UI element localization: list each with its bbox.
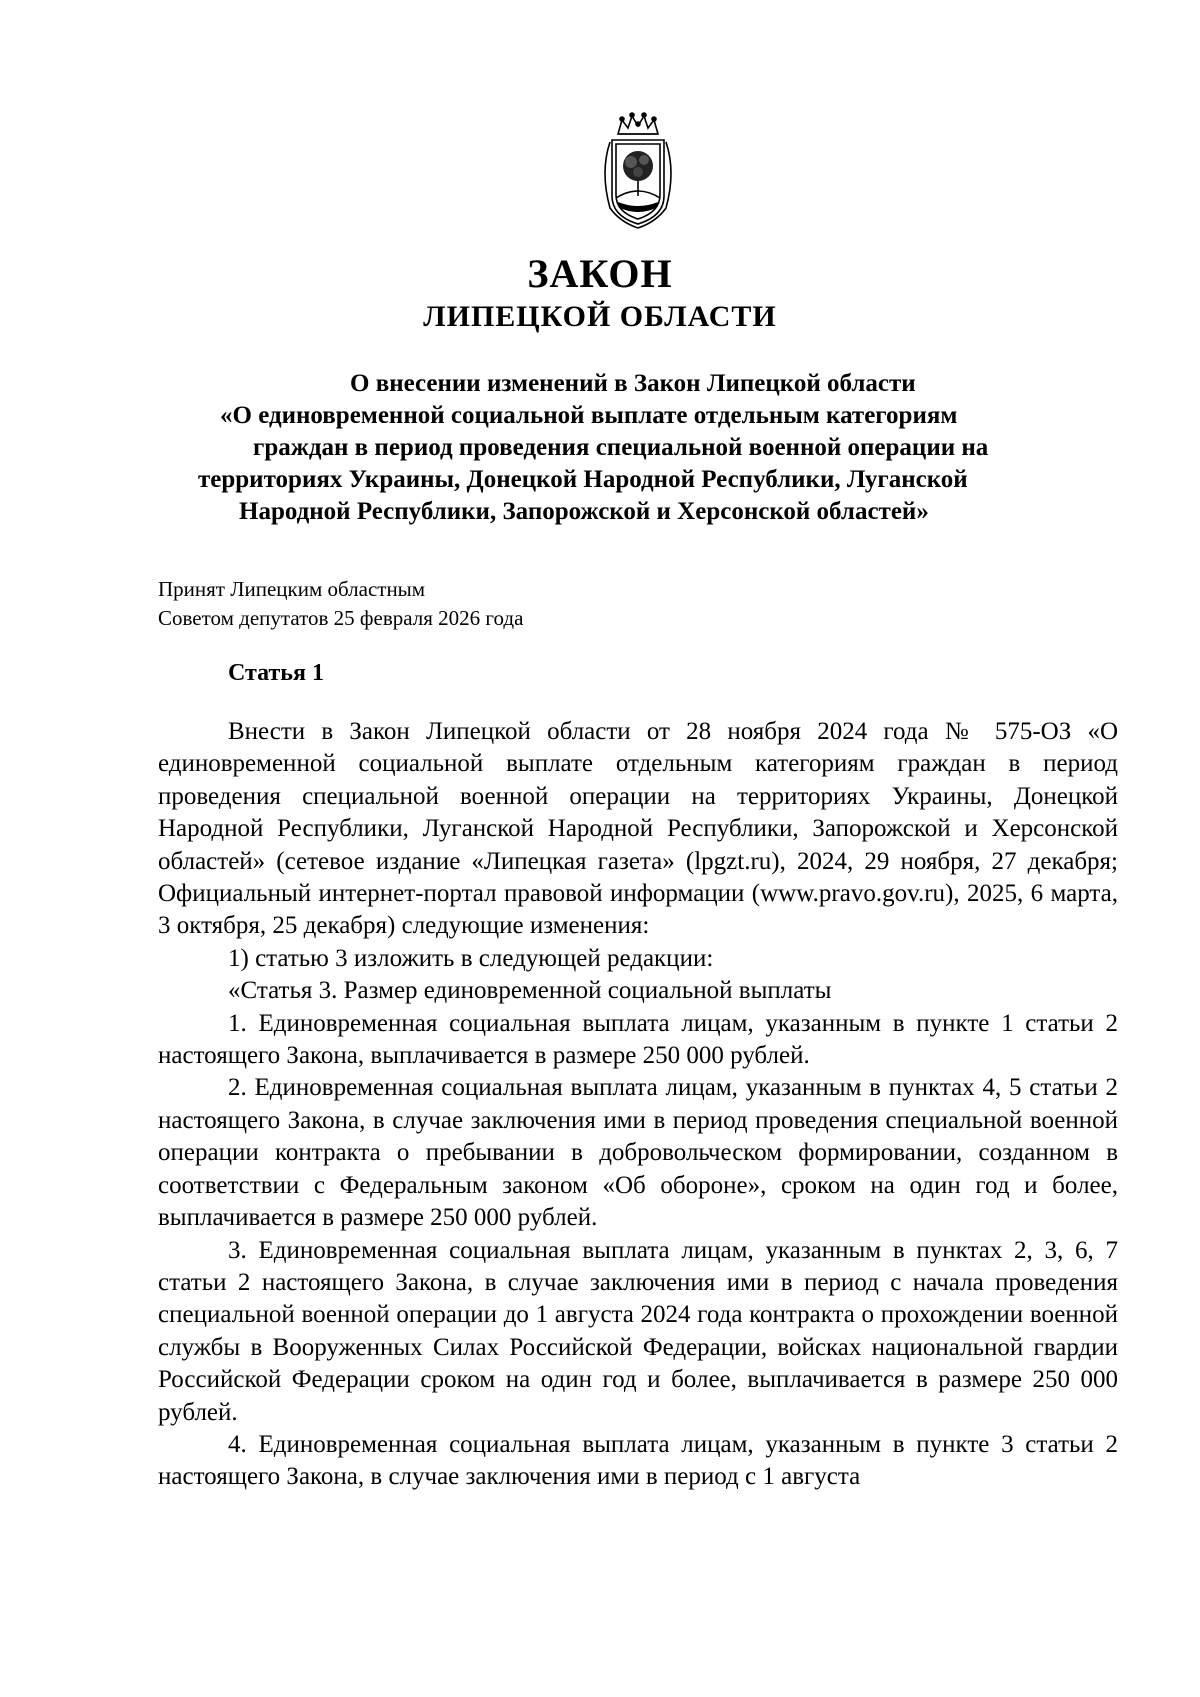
law-subtitle [150,368,1120,528]
paragraph: 1. Единовременная социальная выплата лицам, указанным в пункте 1 статьи 2 настоящего Закона, выплачивается в размере 250 000 рублей. [158,1009,1118,1070]
paragraph: 3. Единовременная социальная выплата лицам, указанным в пунктах 2, 3, 6, 7 статьи 2 настоящего Закона, в случае заключения ими в период с начала проведения специальной военной операции до 1 августа 2024 года контракта о прохождении военной службы в Вооруженных Силах Российской Федерации, войсках национальной гвардии Российской Федерации сроком на один год и более, выплачивается в размере 250 000 рублей. [158,1236,1118,1426]
region-name: ЛИПЕЦКОЙ ОБЛАСТИ [423,300,777,333]
subtitle-line: О внесении изменений в Закон Липецкой области [350,370,916,397]
article-body [158,716,1118,1494]
adoption-note [158,575,523,633]
paragraph: «Статья 3. Размер единовременной социальной выплаты [228,977,832,1005]
adoption-line: Советом депутатов 25 февраля 2026 года [158,606,524,630]
paragraph: 4. Единовременная социальная выплата лицам, указанным в пункте 3 статьи 2 настоящего Закона, в случае заключения ими в период с 1 августа [158,1430,1118,1491]
adoption-line: Принят Липецким областным [158,577,426,601]
article-heading: Статья 1 [228,660,324,686]
document-title: ЗАКОН [527,251,673,296]
subtitle-line: территориях Украины, Донецкой Народной Республики, Луганской [198,466,968,493]
subtitle-line: Народной Республики, Запорожской и Херсонской областей» [239,498,929,525]
paragraph: 1) статью 3 изложить в следующей редакции: [228,944,714,972]
paragraph: Внести в Закон Липецкой области от 28 ноября 2024 года № 575-ОЗ «О единовременной социальной выплате отдельным категориям граждан в период проведения специальной военной операции на территориях Украины, Донецкой Народной Республики, Луганской Народной Республики, Запорожской и Херсонской областей» (сетевое издание «Липецкая газета» (lpgzt.ru), 2024, 29 ноября, 27 декабря; Официальный интернет-портал правовой информации (www.pravo.gov.ru), 2025, 6 марта, 3 октября, 25 декабря) следующие изменения: [158,718,1118,940]
paragraph: 2. Единовременная социальная выплата лицам, указанным в пунктах 4, 5 статьи 2 настоящего Закона, в случае заключения ими в период проведения специальной военной операции контракта о пребывании в добровольческом формировании, созданном в соответствии с Федеральным законом «Об обороне», сроком на один год и более, выплачивается в размере 250 000 рублей. [158,1074,1118,1232]
coat-of-arms-icon [598,112,678,230]
subtitle-line: «О единовременной социальной выплате отдельным категориям [220,402,958,429]
subtitle-line: граждан в период проведения специальной военной операции на [253,434,989,461]
